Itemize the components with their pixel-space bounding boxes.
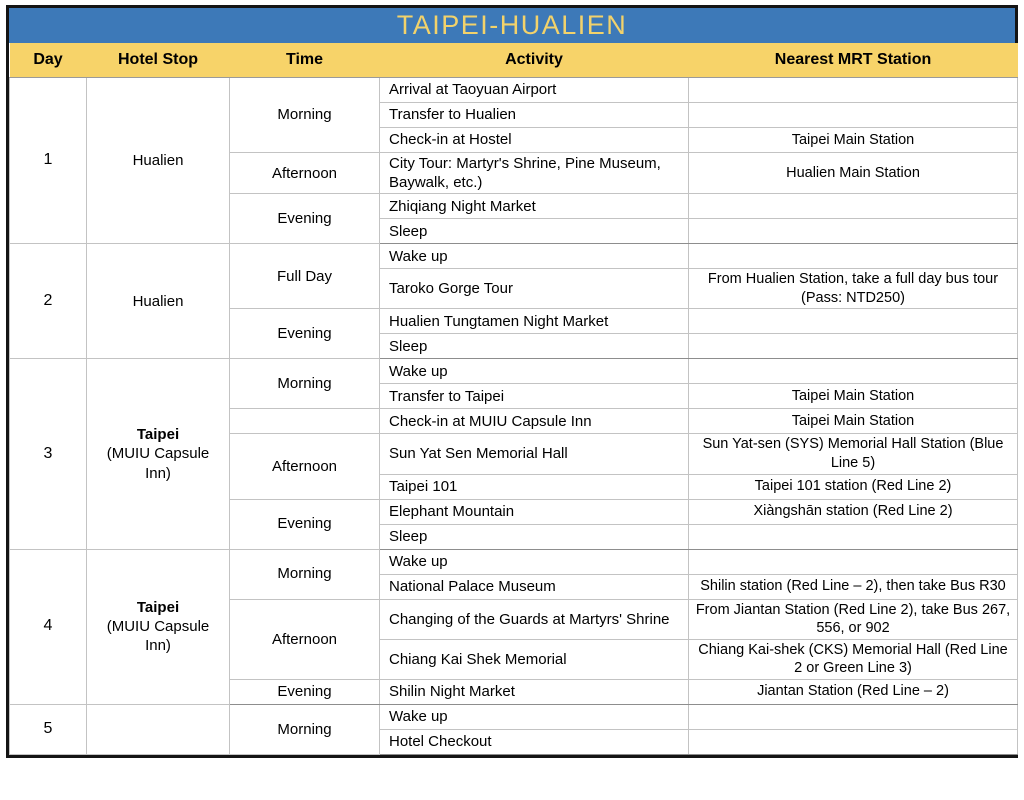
activity-cell: Wake up [380,359,689,384]
activity-cell: Taroko Gorge Tour [380,269,689,309]
mrt-cell [689,704,1018,729]
mrt-cell [689,194,1018,219]
column-header-hotel-stop: Hotel Stop [87,43,230,78]
activity-cell: Check-in at MUIU Capsule Inn [380,409,689,434]
activity-cell: City Tour: Martyr's Shrine, Pine Museum, Baywalk, etc.) [380,153,689,194]
mrt-cell [689,219,1018,244]
hotel-name: Taipei [136,426,180,444]
hotel-cell [87,549,230,704]
itinerary-row [10,78,1018,103]
time-cell: Evening [230,499,380,549]
hotel-name: Taipei [136,598,180,616]
time-cell: Afternoon [230,153,380,194]
activity-cell: Zhiqiang Night Market [380,194,689,219]
activity-cell: Transfer to Taipei [380,384,689,409]
time-cell: Morning [230,704,380,754]
activity-cell: Sun Yat Sen Memorial Hall [380,434,689,474]
activity-cell: Taipei 101 [380,474,689,499]
activity-cell: Hotel Checkout [380,729,689,754]
header-row [10,43,1018,78]
day-cell: 3 [10,359,87,549]
mrt-cell [689,244,1018,269]
hotel-cell [87,704,230,754]
mrt-cell: From Jiantan Station (Red Line 2), take Bus 267, 556, or 902 [689,599,1018,639]
time-cell: Evening [230,194,380,244]
hotel-cell [87,359,230,549]
mrt-cell [689,334,1018,359]
activity-cell: Wake up [380,549,689,574]
mrt-cell [689,309,1018,334]
day-cell: 4 [10,549,87,704]
mrt-cell: Xiàngshān station (Red Line 2) [689,499,1018,524]
time-cell: Morning [230,359,380,409]
time-cell: Full Day [230,244,380,309]
time-cell: Evening [230,309,380,359]
hotel-detail: (MUIU Capsule Inn) [106,445,210,482]
mrt-cell: Taipei Main Station [689,384,1018,409]
activity-cell: Shilin Night Market [380,679,689,704]
activity-cell: Sleep [380,334,689,359]
activity-cell: Arrival at Taoyuan Airport [380,78,689,103]
column-header-activity: Activity [380,43,689,78]
mrt-cell [689,359,1018,384]
time-cell: Evening [230,679,380,704]
mrt-cell: Sun Yat-sen (SYS) Memorial Hall Station (Blue Line 5) [689,434,1018,474]
mrt-cell: Shilin station (Red Line – 2), then take Bus R30 [689,574,1018,599]
time-cell: Morning [230,78,380,153]
hotel-cell [87,78,230,244]
activity-cell: Sleep [380,524,689,549]
day-cell: 5 [10,704,87,754]
mrt-cell [689,549,1018,574]
day-cell: 1 [10,78,87,244]
time-cell [230,409,380,434]
activity-cell: Sleep [380,219,689,244]
itinerary-row [10,244,1018,269]
column-header-time: Time [230,43,380,78]
itinerary-table [9,43,1018,755]
itinerary-row [10,704,1018,729]
itinerary-sheet [6,5,1018,758]
mrt-cell: Hualien Main Station [689,153,1018,194]
activity-cell: Wake up [380,244,689,269]
time-cell: Afternoon [230,599,380,679]
activity-cell: National Palace Museum [380,574,689,599]
mrt-cell [689,78,1018,103]
mrt-cell [689,729,1018,754]
mrt-cell [689,103,1018,128]
table-title: TAIPEI-HUALIEN [9,8,1015,43]
itinerary-row [10,359,1018,384]
mrt-cell: Chiang Kai-shek (CKS) Memorial Hall (Red Line 2 or Green Line 3) [689,639,1018,679]
activity-cell: Chiang Kai Shek Memorial [380,639,689,679]
mrt-cell: From Hualien Station, take a full day bus tour (Pass: NTD250) [689,269,1018,309]
day-cell: 2 [10,244,87,359]
mrt-cell: Taipei Main Station [689,128,1018,153]
mrt-cell: Taipei Main Station [689,409,1018,434]
time-cell: Morning [230,549,380,599]
time-cell: Afternoon [230,434,380,499]
column-header-day: Day [10,43,87,78]
hotel-cell [87,244,230,359]
itinerary-row [10,549,1018,574]
hotel-name: Hualien [132,292,184,310]
hotel-name: Hualien [132,152,184,170]
activity-cell: Check-in at Hostel [380,128,689,153]
activity-cell: Transfer to Hualien [380,103,689,128]
activity-cell: Wake up [380,704,689,729]
mrt-cell: Taipei 101 station (Red Line 2) [689,474,1018,499]
column-header-mrt: Nearest MRT Station [689,43,1018,78]
mrt-cell: Jiantan Station (Red Line – 2) [689,679,1018,704]
activity-cell: Hualien Tungtamen Night Market [380,309,689,334]
hotel-detail: (MUIU Capsule Inn) [106,618,210,655]
mrt-cell [689,524,1018,549]
activity-cell: Changing of the Guards at Martyrs' Shrine [380,599,689,639]
activity-cell: Elephant Mountain [380,499,689,524]
